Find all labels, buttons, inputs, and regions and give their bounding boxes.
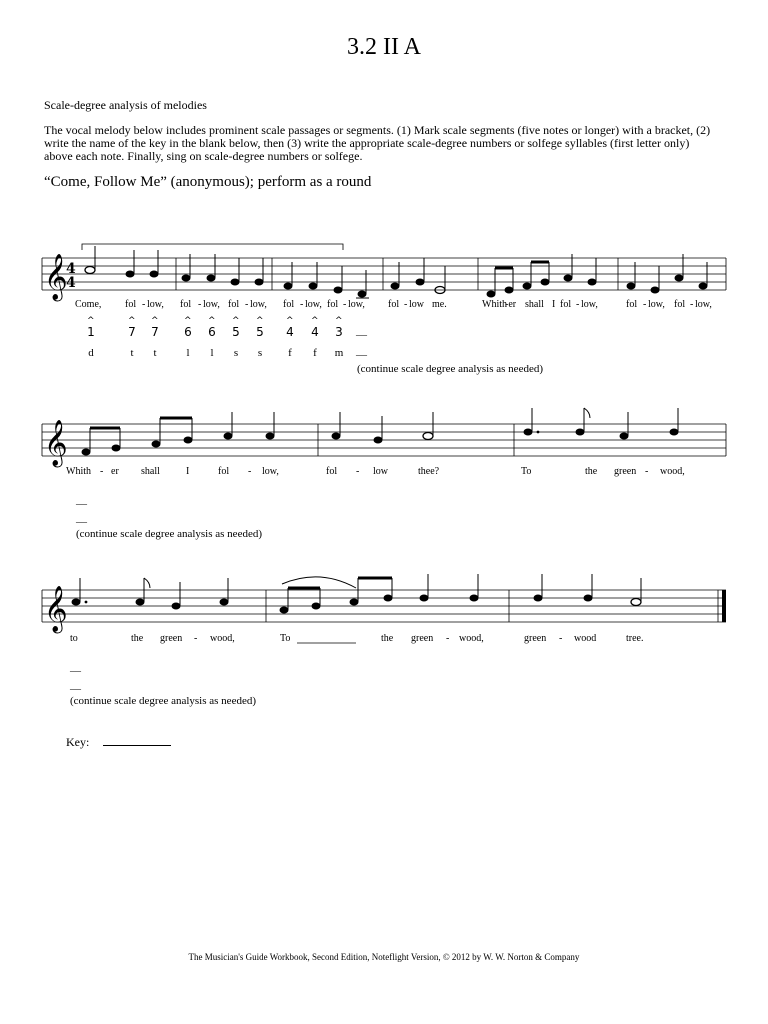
lyric: low, (648, 299, 665, 310)
svg-text:^: ^ (151, 316, 159, 326)
svg-text:^: ^ (256, 316, 264, 326)
lyric: - (194, 633, 198, 644)
treble-clef-icon: 𝄞 (44, 420, 68, 466)
key-label: Key: (66, 735, 90, 749)
lyric: green (614, 466, 637, 477)
degree-blank: __ (70, 661, 81, 673)
lyric: low, (348, 299, 365, 310)
svg-text:^: ^ (286, 316, 294, 326)
scale-degree: 4 (286, 325, 294, 339)
continue-note: (continue scale degree analysis as needed) (76, 528, 262, 540)
svg-text:^: ^ (184, 316, 192, 326)
lyric: the (381, 633, 394, 644)
lyric: - (446, 633, 450, 644)
solfege: s (257, 347, 263, 359)
lyric: me. (432, 299, 447, 310)
continue-note: (continue scale degree analysis as needed) (357, 363, 543, 375)
solfege-blank: __ (76, 512, 87, 524)
lyric: green (411, 633, 434, 644)
lyric: shall (525, 299, 544, 310)
scale-bracket (82, 244, 343, 250)
scale-degree: 3 (335, 325, 343, 339)
lyric: wood, (210, 633, 235, 644)
svg-text:^: ^ (128, 316, 136, 326)
lyric: fol (228, 299, 240, 310)
lyric: fol (560, 299, 572, 310)
svg-text:^: ^ (208, 316, 216, 326)
lyric: I (552, 299, 556, 310)
lyric: - (690, 299, 694, 310)
lyric: - (559, 633, 563, 644)
lyric: fol (180, 299, 192, 310)
lyric: To (280, 633, 291, 644)
solfege: t (153, 347, 157, 359)
time-signature-top: 4 (66, 261, 76, 277)
staff-3 (42, 590, 726, 622)
lyric: the (131, 633, 144, 644)
lyric: low (373, 466, 388, 477)
solfege: l (210, 347, 214, 359)
scale-degree: 1 (87, 325, 95, 339)
lyric: - (404, 299, 408, 310)
lyric: low, (305, 299, 322, 310)
scale-degree: 5 (256, 325, 264, 339)
slur (282, 577, 356, 588)
scale-degree: 6 (184, 325, 192, 339)
lyric: low, (203, 299, 220, 310)
lyric: fol (388, 299, 400, 310)
lyric: - (198, 299, 202, 310)
lyric: I (186, 466, 190, 477)
lyric: - (142, 299, 146, 310)
lyric: green (160, 633, 183, 644)
lyric: low, (581, 299, 598, 310)
lyric: er (111, 466, 119, 477)
solfege: f (288, 347, 292, 359)
lyric: tree. (626, 633, 644, 644)
instructions: The vocal melody below includes prominent scale passages or segments. (1) Mark scale segments (five notes or longer) with a bracket, (2) write the name of the key in the blank below, then (3) write the appropriate scale-degree numbers or solfege syllables (first letter only) above each note. Finally, sing on scale-degree numbers or solfege. (44, 123, 711, 163)
lyric: fol (327, 299, 339, 310)
lyric: Whith (66, 466, 91, 477)
lyric: - (356, 466, 360, 477)
lyric: to (70, 633, 78, 644)
lyric: Come, (75, 299, 102, 310)
lyric: - (343, 299, 347, 310)
svg-text:^: ^ (232, 316, 240, 326)
lyric: low, (695, 299, 712, 310)
solfege: t (130, 347, 134, 359)
lyric: fol (125, 299, 137, 310)
scale-degree: 4 (311, 325, 319, 339)
lyric: low, (250, 299, 267, 310)
lyric: low, (262, 466, 279, 477)
solfege: m (334, 347, 344, 359)
lyric: shall (141, 466, 160, 477)
lyric: green (524, 633, 547, 644)
lyric: thee? (418, 466, 440, 477)
lyric: fol (626, 299, 638, 310)
time-signature-bottom: 4 (66, 275, 76, 291)
svg-text:^: ^ (311, 316, 319, 326)
degree-blank: __ (76, 494, 87, 506)
lyric: - (248, 466, 252, 477)
degree-blank: __ (356, 325, 367, 337)
scale-degree: 5 (232, 325, 240, 339)
solfege: s (233, 347, 239, 359)
svg-text:^: ^ (335, 316, 343, 326)
lyric: Whith (482, 299, 507, 310)
lyric: - (576, 299, 580, 310)
lyric: wood, (459, 633, 484, 644)
lyric: - (300, 299, 304, 310)
staff-2 (42, 424, 726, 456)
solfege-blank: __ (70, 679, 81, 691)
lyric: - (100, 466, 104, 477)
lyric: fol (326, 466, 338, 477)
lyric: low, (147, 299, 164, 310)
solfege: l (186, 347, 190, 359)
treble-clef-icon: 𝄞 (44, 586, 68, 632)
solfege: f (313, 347, 317, 359)
lyric: To (521, 466, 532, 477)
piece-title: “Come, Follow Me” (anonymous); perform as a round (44, 174, 372, 190)
lyric: fol (218, 466, 230, 477)
continue-note: (continue scale degree analysis as needed) (70, 695, 256, 707)
treble-clef-icon: 𝄞 (44, 254, 68, 300)
scale-degree: 6 (208, 325, 216, 339)
lyric: -er (505, 299, 517, 310)
lyric: the (585, 466, 598, 477)
solfege: d (88, 347, 94, 359)
page-title: 3.2 II A (347, 34, 421, 60)
lyric: fol (674, 299, 686, 310)
lyric: fol (283, 299, 295, 310)
svg-text:^: ^ (87, 316, 95, 326)
scale-degree: 7 (151, 325, 159, 339)
section-heading: Scale-degree analysis of melodies (44, 98, 207, 112)
lyric: wood (574, 633, 597, 644)
lyric: wood, (660, 466, 685, 477)
lyric: - (643, 299, 647, 310)
staff-1 (42, 258, 726, 290)
lyric: - (645, 466, 649, 477)
lyric: - (245, 299, 249, 310)
key-input-blank[interactable] (103, 745, 171, 746)
solfege-blank: __ (356, 345, 367, 357)
lyric: low (409, 299, 424, 310)
scale-degree: 7 (128, 325, 136, 339)
footer-copyright: The Musician's Guide Workbook, Second Edition, Noteflight Version, © 2012 by W. W. Norton & Company (188, 952, 580, 962)
notes-system-3 (72, 574, 642, 614)
